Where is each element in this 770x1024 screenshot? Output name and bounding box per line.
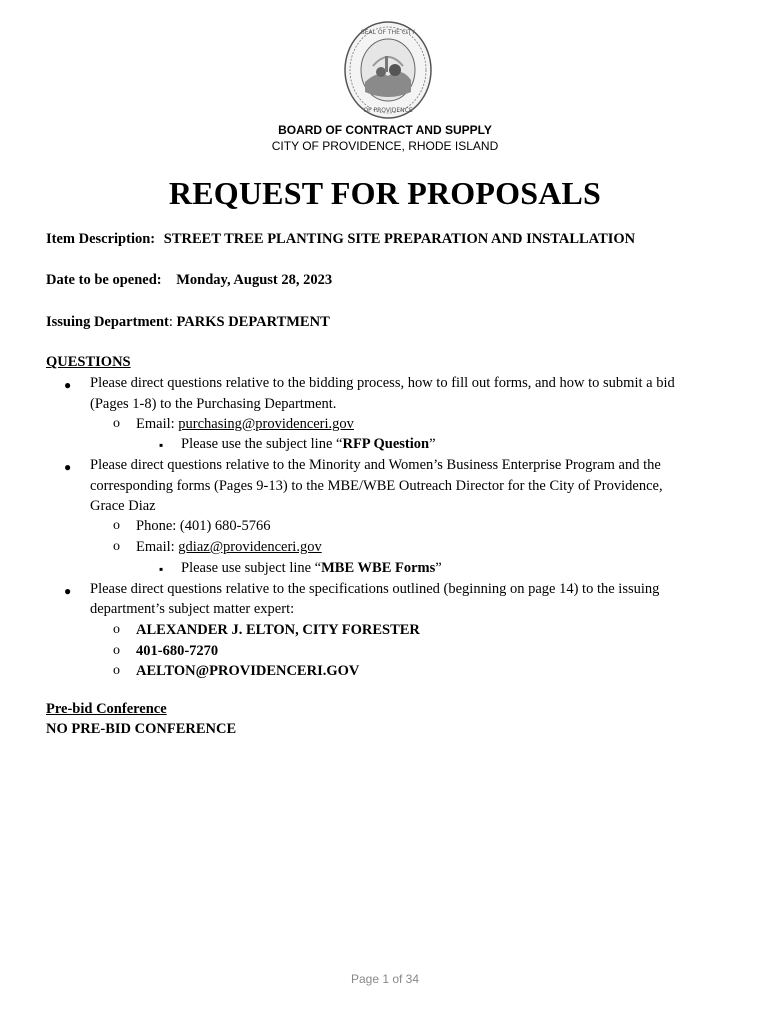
prebid-heading: Pre-bid Conference [46, 701, 167, 717]
forester-phone: 401-680-7270 [136, 643, 219, 659]
bullet-2-marker: ● [64, 460, 72, 474]
open-date-label: Date to be opened: [46, 272, 162, 288]
bullet-3-marker: ● [64, 584, 72, 598]
bullet-1-email-row [136, 416, 354, 433]
forester-email: AELTON@PROVIDENCERI.GOV [136, 663, 360, 679]
bullet-2-line-3: Grace Diaz [90, 498, 156, 514]
page-number: Page 1 of 34 [350, 972, 420, 986]
bullet-2-subject-prefix: Please use subject line “ [181, 560, 322, 576]
open-date-value: Monday, August 28, 2023 [176, 272, 333, 288]
bullet-2-subject-marker: ▪ [159, 562, 164, 576]
bullet-1-line-2: (Pages 1-8) to the Purchasing Department. [90, 396, 337, 412]
bullet-1-subject-marker: ▪ [159, 438, 164, 452]
bullet-3-line-2: department’s subject matter expert: [90, 601, 295, 617]
item-description-label: Item Description: [46, 231, 156, 247]
purchasing-email-link[interactable]: purchasing@providenceri.gov [178, 416, 354, 432]
svg-text:SEAL OF THE CITY: SEAL OF THE CITY [360, 29, 416, 36]
bullet-1-email-label: Email: [136, 416, 179, 432]
issuing-department-label: Issuing Department [46, 314, 169, 330]
bullet-1-subject-suffix: ” [429, 436, 436, 452]
bullet-2-phone: Phone: (401) 680-5766 [136, 518, 271, 534]
prebid-value: NO PRE-BID CONFERENCE [46, 721, 237, 737]
bullet-2-line-2: corresponding forms (Pages 9-13) to the MBE/WBE Outreach Director for the City of Providence, [90, 478, 663, 494]
bullet-2-subject-row [181, 560, 442, 577]
bullet-1-subject-row [181, 436, 436, 453]
bullet-2-email-row [136, 539, 322, 556]
bullet-2-subject-suffix: ” [435, 560, 442, 576]
bullet-1-marker: ● [64, 378, 72, 392]
bullet-2-phone-marker: o [113, 518, 120, 533]
mbe-email-link[interactable]: gdiaz@providenceri.gov [178, 539, 322, 555]
forester-name: ALEXANDER J. ELTON, CITY FORESTER [136, 622, 420, 638]
city-seal-image [343, 20, 433, 120]
bullet-1-subject-prefix: Please use the subject line “ [181, 436, 343, 452]
open-date-row [46, 272, 332, 289]
bullet-1-subject-text: RFP Question [342, 436, 430, 452]
bullet-2-email-label: Email: [136, 539, 179, 555]
bullet-3-line-1: Please direct questions relative to the specifications outlined (beginning on page 14) to the issuing [90, 581, 660, 597]
bullet-3-phone-marker: o [113, 643, 120, 658]
bullet-2-subject-text: MBE WBE Forms [321, 560, 436, 576]
svg-text:OF PROVIDENCE: OF PROVIDENCE [363, 107, 413, 114]
questions-heading: QUESTIONS [46, 354, 131, 370]
bullet-1-email-marker: o [113, 416, 120, 431]
bullet-3-email-marker: o [113, 663, 120, 678]
bullet-1-line-1: Please direct questions relative to the bidding process, how to fill out forms, and how to submit a bid [90, 375, 675, 391]
issuing-department-row [46, 314, 330, 331]
bullet-3-name-marker: o [113, 622, 120, 637]
page-title: REQUEST FOR PROPOSALS [168, 175, 602, 211]
bullet-2-line-1: Please direct questions relative to the Minority and Women’s Business Enterprise Program and the [90, 457, 661, 473]
org-name: BOARD OF CONTRACT AND SUPPLY [278, 123, 492, 137]
issuing-department-separator: : [168, 314, 173, 330]
issuing-department-value: PARKS DEPARTMENT [176, 314, 330, 330]
item-description-value: STREET TREE PLANTING SITE PREPARATION AND INSTALLATION [163, 231, 636, 247]
org-location: CITY OF PROVIDENCE, RHODE ISLAND [271, 139, 499, 153]
bullet-2-email-marker: o [113, 539, 120, 554]
item-description-row [46, 231, 635, 248]
